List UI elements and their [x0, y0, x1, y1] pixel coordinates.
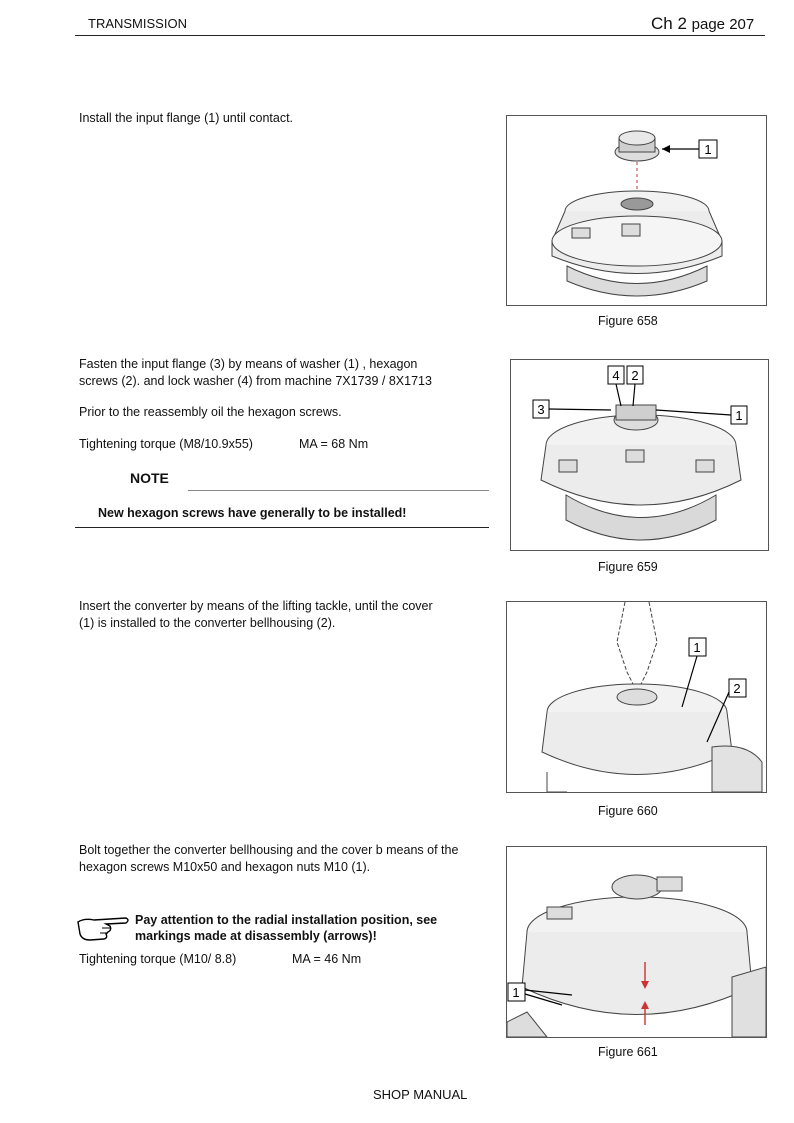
- warning-line: markings made at disassembly (arrows)!: [135, 929, 377, 943]
- figure-661-caption: Figure 661: [598, 1045, 658, 1059]
- step-3-text: [79, 598, 433, 632]
- figure-660-image: [506, 601, 767, 793]
- callout-1: 1: [735, 408, 743, 423]
- step-1-text: [79, 110, 293, 127]
- figure-659-image: [510, 359, 769, 551]
- callout-1: 1: [512, 985, 520, 1000]
- note-title: NOTE: [130, 470, 169, 486]
- header-rule: [75, 35, 765, 36]
- note-rule: [75, 527, 489, 528]
- step-4-torque-label: Tightening torque (M10/ 8.8): [79, 952, 237, 966]
- callout-3: 3: [537, 402, 545, 417]
- page-label: page 207: [691, 16, 755, 33]
- footer-label: SHOP MANUAL: [373, 1087, 468, 1102]
- figure-658-image: [506, 115, 767, 306]
- warning-text: [135, 912, 437, 944]
- figure-660-caption: Figure 660: [598, 804, 658, 818]
- note-text: New hexagon screws have generally to be installed!: [98, 506, 407, 520]
- step-3-line: (1) is installed to the converter bellhousing (2).: [79, 616, 336, 630]
- callout-1: 1: [693, 640, 701, 655]
- callout-2: 2: [733, 681, 741, 696]
- figure-658-caption: Figure 658: [598, 314, 658, 328]
- step-4-text: [79, 842, 458, 876]
- step-1-line: Install the input flange (1) until contact.: [79, 111, 294, 125]
- warning-line: Pay attention to the radial installation position, see: [135, 913, 438, 927]
- step-2-oil-text: Prior to the reassembly oil the hexagon screws.: [79, 405, 342, 419]
- step-2-torque-value: MA = 68 Nm: [299, 437, 369, 451]
- step-2-line: screws (2). and lock washer (4) from machine 7X1739 / 8X1713: [79, 374, 432, 388]
- step-4-torque-value: MA = 46 Nm: [292, 952, 362, 966]
- pointing-hand-icon: [76, 912, 132, 947]
- figure-659-caption: Figure 659: [598, 560, 658, 574]
- figure-661-image: [506, 846, 767, 1038]
- callout-2: 2: [631, 368, 639, 383]
- header-page-number: [651, 14, 754, 34]
- step-2-text: [79, 356, 432, 390]
- header-section-title: TRANSMISSION: [88, 16, 187, 31]
- step-2-torque-label: Tightening torque (M8/10.9x55): [79, 437, 253, 451]
- step-4-line: hexagon screws M10x50 and hexagon nuts M10 (1).: [79, 860, 371, 874]
- step-4-line: Bolt together the converter bellhousing and the cover b means of the: [79, 843, 459, 857]
- step-3-line: Insert the converter by means of the lifting tackle, until the cover: [79, 599, 433, 613]
- chapter-label: Ch 2: [651, 14, 687, 33]
- callout-1: 1: [704, 142, 712, 157]
- step-2-line: Fasten the input flange (3) by means of washer (1) , hexagon: [79, 357, 418, 371]
- note-divider: [188, 490, 489, 491]
- callout-4: 4: [612, 368, 620, 383]
